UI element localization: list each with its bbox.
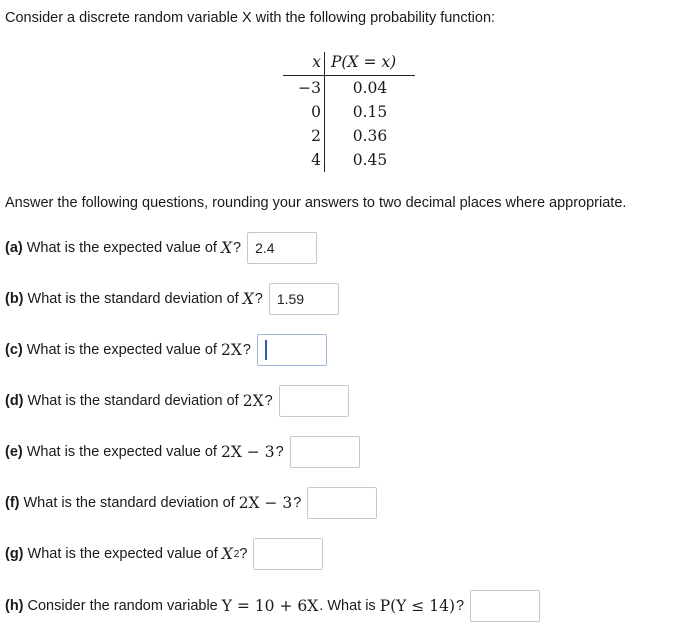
table-cell-p: 0.15 [352,103,388,121]
question-text: Consider the random variable [27,598,218,614]
table-cell-p: 0.45 [352,151,388,169]
question-g [5,538,323,570]
question-tail: ? [233,240,242,256]
table-cell-p: 0.04 [352,79,388,97]
answer-input-g[interactable] [253,538,323,570]
question-text: What is the expected value of [26,342,217,358]
question-label: (c) [5,342,23,358]
answer-input-e[interactable] [290,436,360,468]
question-label: (b) [5,291,24,307]
text-cursor [265,340,267,360]
question-text: What is the expected value of [26,240,217,256]
probability-table [283,50,415,175]
question-math: X [220,239,233,257]
question-label: (f) [5,495,20,511]
question-label: (g) [5,546,24,562]
question-math: 2X [220,341,242,359]
question-tail: ? [239,546,248,562]
table-header-p: P(X = x) [331,53,397,71]
question-a [5,232,317,264]
question-f [5,487,377,519]
question-tail: ? [264,393,273,409]
question-c [5,334,327,366]
table-header-x: x [312,53,321,71]
table-cell-x: −3 [298,79,321,97]
question-mid: . What is [319,598,376,614]
answer-input-f[interactable] [307,487,377,519]
answer-input-b[interactable]: 1.59 [269,283,339,315]
question-math: Y = 10 + 6X [221,597,319,615]
question-tail: ? [293,495,302,511]
question-math: 2X − 3 [220,443,275,461]
table-cell-x: 2 [311,127,321,145]
question-d [5,385,349,417]
table-cell-x: 4 [311,151,321,169]
question-tail: ? [275,444,284,460]
question-label: (e) [5,444,23,460]
question-text: What is the expected value of [26,444,217,460]
question-superscript: 2 [233,548,240,560]
table-cell-x: 0 [311,103,321,121]
question-tail: ? [254,291,263,307]
question-b [5,283,339,315]
question-label: (d) [5,393,24,409]
question-h [5,590,540,622]
question-e [5,436,360,468]
problem-intro: Consider a discrete random variable X with the following probability function: [5,10,496,26]
question-math: X [242,290,254,308]
table-cell-p: 0.36 [352,127,388,145]
question-label: (a) [5,240,23,256]
question-text: What is the standard deviation of [27,393,239,409]
question-math: 2X − 3 [238,494,293,512]
question-text: What is the standard deviation of [23,495,235,511]
question-math: 2X [242,392,264,410]
instructions: Answer the following questions, rounding your answers to two decimal places where appropriate. [5,195,627,211]
answer-input-d[interactable] [279,385,349,417]
answer-input-h[interactable] [470,590,540,622]
question-math: X [221,545,233,563]
question-label: (h) [5,598,24,614]
question-text: What is the standard deviation of [27,291,239,307]
answer-input-c[interactable] [257,334,327,366]
question-text: What is the expected value of [27,546,218,562]
table-divider-horizontal [283,75,415,76]
question-tail: ? [242,342,251,358]
answer-input-a[interactable]: 2.4 [247,232,317,264]
question-tail: ? [456,598,465,614]
question-math-2: P(Y ≤ 14) [379,597,456,615]
